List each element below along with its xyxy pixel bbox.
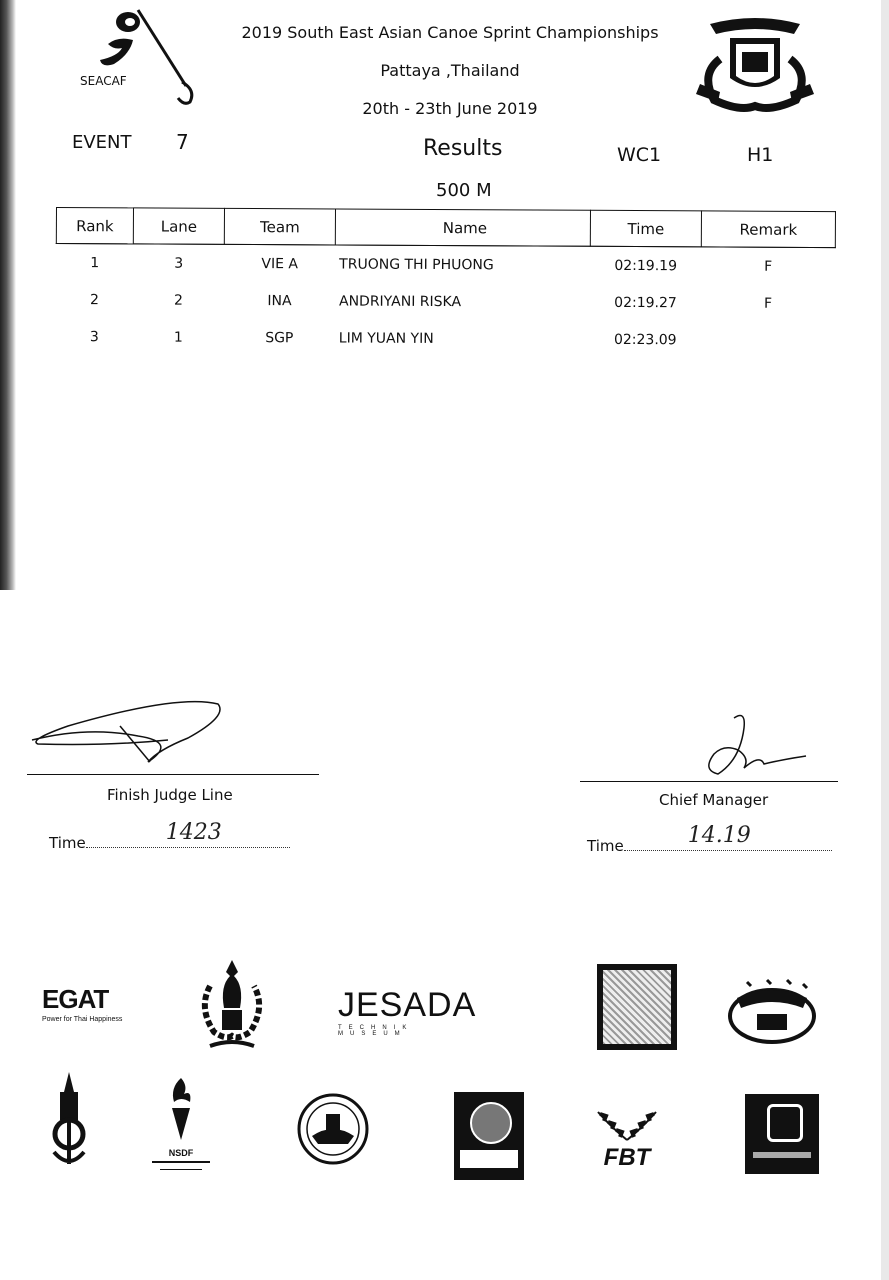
time-dotted-line [86, 820, 290, 848]
team-cell: VIE A [261, 255, 299, 272]
laurel-icon [592, 1108, 662, 1142]
jesada-logo [338, 986, 488, 1036]
rank-cell: 3 [89, 328, 99, 345]
col-time-header: Time [590, 210, 701, 247]
name-cell: ANDRIYANI RISKA [338, 292, 462, 310]
chief-manager-time [587, 823, 832, 855]
time-label: Time [587, 837, 624, 855]
heat-code: H1 [747, 144, 774, 166]
table-row [56, 281, 835, 322]
table-row [56, 244, 835, 286]
results-table [55, 207, 836, 359]
jesada-subtitle: TECHNIK MUSEUM [338, 1025, 414, 1037]
col-remark-header: Remark [701, 211, 835, 248]
name-cell: TRUONG THI PHUONG [339, 255, 494, 273]
signature-scribble-icon [28, 696, 228, 766]
crest-icon [690, 14, 820, 114]
egat-name: EGAT [42, 984, 109, 1014]
location: Pattaya ,Thailand [380, 61, 520, 80]
remark-cell: F [764, 258, 773, 275]
col-team-header: Team [224, 208, 335, 245]
finish-judge-time [49, 820, 290, 852]
emblem-icon [196, 958, 268, 1054]
farm-badge-icon [727, 978, 817, 1054]
chief-manager-signature [694, 710, 814, 780]
association-crest [690, 14, 820, 114]
jesada-name: JESADA [338, 986, 477, 1024]
team-cell: INA [267, 292, 292, 309]
bank-logo [745, 1094, 819, 1174]
rank-cell: 2 [90, 291, 100, 308]
canoe-paddler-icon [78, 6, 198, 106]
finish-judge-signature [28, 696, 228, 766]
navy-emblem [48, 1072, 90, 1168]
chief-manager-line [580, 781, 838, 782]
rank-cell: 1 [90, 254, 100, 271]
team-cell: SGP [265, 329, 294, 346]
handwritten-time: 1423 [165, 820, 222, 845]
time-dotted-line [624, 823, 832, 851]
port-authority-seal [296, 1092, 370, 1166]
dates: 20th - 23th June 2019 [362, 99, 538, 118]
time-cell: 02:19.27 [614, 294, 677, 311]
time-label: Time [49, 834, 86, 852]
seal-icon [296, 1092, 370, 1166]
lane-cell: 3 [174, 255, 184, 272]
seacaf-logo [78, 6, 198, 106]
anchor-crown-icon [48, 1072, 90, 1168]
finish-judge-title: Finish Judge Line [107, 786, 233, 804]
farm-logo [727, 978, 817, 1054]
thai-olympic-emblem [196, 958, 268, 1054]
lane-cell: 1 [173, 329, 183, 346]
egat-tagline: Power for Thai Happiness [42, 1016, 123, 1023]
remark-cell: F [763, 295, 773, 312]
race-distance: 500 M [436, 180, 492, 201]
results-heading: Results [423, 136, 503, 161]
category-code: WC1 [617, 144, 662, 166]
fbt-name: FBT [603, 1144, 651, 1171]
table-row [56, 318, 835, 359]
finish-judge-line [27, 774, 319, 775]
fbt-logo [592, 1108, 662, 1174]
col-name-header: Name [335, 209, 590, 246]
handwritten-time: 14.19 [687, 823, 751, 848]
title-block [200, 14, 700, 128]
time-cell: 02:19.19 [614, 257, 678, 274]
name-cell: LIM YUAN YIN [338, 329, 434, 347]
nsdf-name: NSDF [168, 1148, 194, 1158]
torch-icon [150, 1074, 212, 1144]
federation-name: SEACAF [80, 74, 127, 88]
lane-cell: 2 [174, 292, 184, 309]
event-label: EVENT [72, 132, 132, 153]
remark-cell [701, 321, 835, 359]
col-rank-header: Rank [56, 208, 133, 244]
nsdf-logo [150, 1074, 212, 1178]
gsb-logo [454, 1092, 524, 1180]
chief-manager-title: Chief Manager [659, 791, 769, 809]
event-number: 7 [176, 130, 189, 154]
col-lane-header: Lane [133, 208, 224, 244]
egat-logo [42, 984, 138, 1034]
scan-edge-right [881, 0, 889, 1280]
time-cell: 02:23.09 [613, 331, 677, 348]
championship-title: 2019 South East Asian Canoe Sprint Championships [241, 23, 659, 42]
table-header-row [56, 208, 835, 248]
signature-scribble-icon [694, 710, 814, 780]
scan-edge-shadow [0, 0, 16, 590]
insurance-logo [597, 964, 677, 1050]
